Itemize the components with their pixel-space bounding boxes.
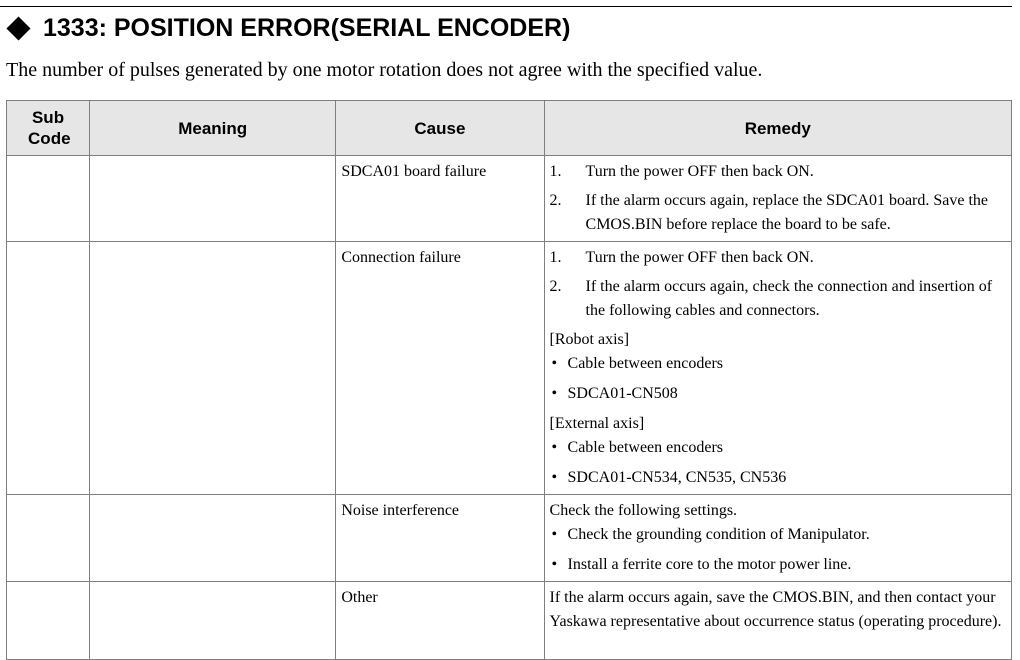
sub-code-cell (7, 156, 90, 242)
remedy-cell (544, 495, 1011, 582)
table-row (7, 156, 1012, 242)
alarm-table (6, 100, 1012, 660)
remedy-step: 1. Turn the power OFF then back ON. (549, 249, 814, 266)
top-rule (0, 6, 1012, 7)
cause-cell: Connection failure (336, 242, 544, 495)
sub-code-cell (7, 242, 90, 495)
meaning-cell (90, 242, 336, 495)
external-axis-label: [External axis] (549, 415, 645, 432)
list-item: • Cable between encoders (551, 439, 723, 456)
meaning-cell (90, 156, 336, 242)
meaning-cell (90, 582, 336, 660)
list-item: • Cable between encoders (551, 355, 723, 372)
diamond-bullet-icon (6, 16, 30, 40)
table-row (7, 582, 1012, 660)
list-item: • SDCA01-CN508 (551, 385, 678, 402)
header-cause: Cause (336, 101, 544, 156)
table-row (7, 495, 1012, 582)
list-item: • Install a ferrite core to the motor power line. (551, 556, 852, 573)
sub-code-cell (7, 582, 90, 660)
remedy-cell (544, 242, 1011, 495)
header-remedy: Remedy (544, 101, 1011, 156)
list-item: • Check the grounding condition of Manipulator. (551, 526, 870, 543)
remedy-cell (544, 156, 1011, 242)
cause-cell: SDCA01 board failure (336, 156, 544, 242)
section-heading (6, 10, 570, 46)
header-meaning: Meaning (90, 101, 336, 156)
cause-cell: Other (336, 582, 544, 660)
header-sub-code: Sub Code (7, 101, 90, 156)
sub-code-cell (7, 495, 90, 582)
remedy-cell: If the alarm occurs again, save the CMOS.BIN, and then contact your Yaskawa representative about occurrence status (operating procedure). (544, 582, 1011, 660)
meaning-cell (90, 495, 336, 582)
remedy-lead: Check the following settings. (549, 502, 738, 519)
remedy-step: 1. Turn the power OFF then back ON. (549, 163, 814, 180)
remedy-step: 2. If the alarm occurs again, check the connection and insertion of the following cables and connectors. (549, 278, 993, 319)
heading-title: 1333: POSITION ERROR(SERIAL ENCODER) (43, 13, 571, 42)
intro-text: The number of pulses generated by one motor rotation does not agree with the specified value. (6, 59, 763, 81)
cause-cell: Noise interference (336, 495, 544, 582)
table-header-row (7, 101, 1012, 156)
table-row (7, 242, 1012, 495)
remedy-step: 2. If the alarm occurs again, replace the SDCA01 board. Save the CMOS.BIN before replace the board to be safe. (549, 192, 989, 233)
robot-axis-label: [Robot axis] (549, 331, 630, 348)
list-item: • SDCA01-CN534, CN535, CN536 (551, 469, 787, 486)
